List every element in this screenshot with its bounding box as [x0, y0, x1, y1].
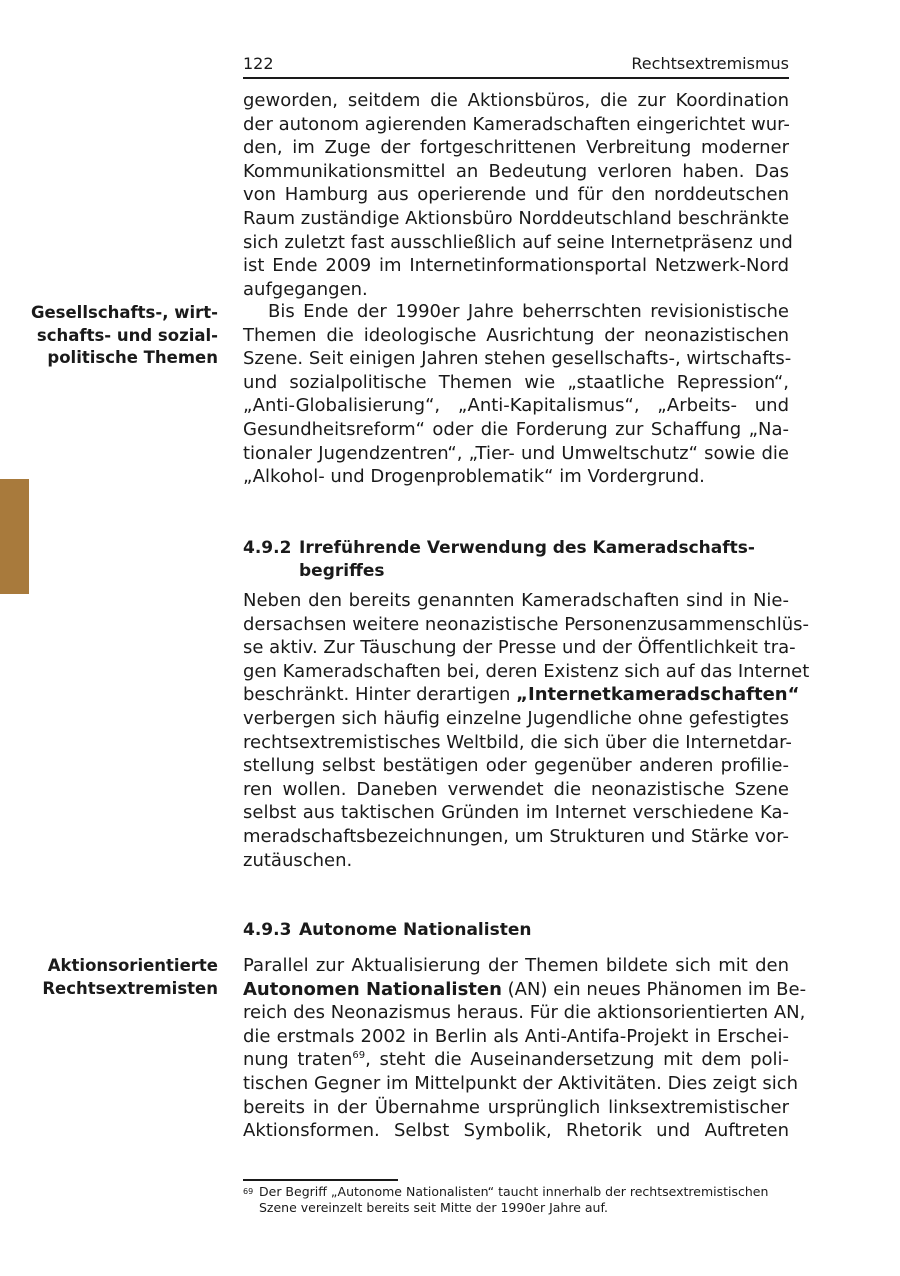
text-run: , steht die Auseinandersetzung mit dem poli- [365, 1049, 789, 1071]
running-title: Rechtsextremismus [631, 54, 789, 73]
text-line: gen Kameradschaften bei, deren Existenz sich auf das Internet [243, 660, 810, 682]
text-line: Parallel zur Aktualisierung der Themen bildete sich mit den [243, 955, 789, 976]
bold-term: Autonomen Nationalisten [243, 978, 502, 1000]
text-line: rechtsextremistisches Weltbild, die sich über die Internetdar- [243, 731, 792, 753]
section-number: 4.9.2 [243, 538, 292, 558]
footnote-line: Szene vereinzelt bereits seit Mitte der 1990er Jahre auf. [259, 1200, 608, 1215]
text-line: der autonom agierenden Kameradschaften eingerichtet wur- [243, 113, 790, 135]
text-line: von Hamburg aus operierende und für den norddeutschen [243, 184, 789, 206]
text-line: den, im Zuge der fortgeschrittenen Verbreitung moderner [243, 137, 789, 159]
text-line: „Anti-Globalisierung“, „Anti-Kapitalismus“, „Arbeits- und [243, 395, 789, 417]
section-number: 4.9.3 [243, 920, 292, 940]
page-number: 122 [243, 54, 274, 73]
paragraph-themes [243, 300, 792, 489]
text-line: zutäuschen. [243, 849, 353, 871]
text-line: Szene. Seit einigen Jahren stehen gesellschafts-, wirtschafts- [243, 348, 792, 370]
text-line [243, 978, 807, 1002]
paragraph-autonomous-nationalists [243, 954, 807, 1143]
footnote-line: Der Begriff „Autonome Nationalisten“ taucht innerhalb der rechtsextremistischen [259, 1184, 769, 1199]
text-line: Aktionsformen. Selbst Symbolik, Rhetorik und Auftreten [243, 1120, 789, 1142]
text-line: dersachsen weitere neonazistische Personenzusammenschlüs- [243, 613, 809, 635]
text-line: Bis Ende der 1990er Jahre beherrschten revisionistische [268, 301, 789, 322]
text-line: bereits in der Übernahme ursprünglich linksextremistischer [243, 1096, 789, 1118]
section-title-line: Irreführende Verwendung des Kameradschafts- [299, 538, 755, 558]
text-line: Themen die ideologische Ausrichtung der neonazistischen [243, 324, 789, 346]
text-line: geworden, seitdem die Aktionsbüros, die zur Koordination [243, 90, 789, 111]
text-line: ren wollen. Daneben verwendet die neonazistische Szene [243, 778, 789, 800]
text-run: nung traten [243, 1049, 353, 1071]
text-line: Raum zuständige Aktionsbüro Norddeutschland beschränkte [243, 207, 790, 229]
section-title: Autonome Nationalisten [299, 920, 532, 940]
text-line: selbst aus taktischen Gründen im Internet verschiedene Ka- [243, 802, 789, 824]
footnote-number: 69 [243, 1187, 254, 1196]
text-line: „Alkohol- und Drogenproblematik“ im Vordergrund. [243, 466, 705, 488]
text-line: ist Ende 2009 im Internetinformationsportal Netzwerk-Nord [243, 255, 789, 277]
text-run: beschränkt. Hinter derartigen [243, 684, 517, 706]
margin-note-action-oriented [42, 955, 218, 1000]
text-line: Gesundheitsreform“ oder die Forderung zur Schaffung „Na- [243, 418, 789, 440]
text-line: tionaler Jugendzentren“, „Tier- und Umweltschutz“ sowie die [243, 442, 789, 464]
section-heading-4-9-3 [243, 919, 531, 942]
footnote-reference[interactable]: 69 [352, 1050, 366, 1062]
section-title-line: begriffes [299, 561, 385, 581]
text-line: Kommunikationsmittel an Bedeutung verloren haben. Das [243, 160, 789, 182]
text-line: stellung selbst bestätigen oder gegenüber anderen profilie- [243, 755, 789, 777]
text-line: sich zuletzt fast ausschließlich auf seine Internetpräsenz und [243, 231, 793, 253]
margin-note-themes [31, 302, 218, 370]
text-line: die erstmals 2002 in Berlin als Anti-Antifa-Projekt in Erschei- [243, 1025, 789, 1047]
paragraph-internet-comradeships [243, 589, 810, 872]
text-run: (AN) ein neues Phänomen im Be- [501, 978, 807, 1000]
margin-note-line: Rechtsextremisten [42, 978, 218, 998]
bold-term: „Internetkameradschaften“ [516, 684, 800, 706]
paragraph-continuation [243, 89, 793, 301]
margin-note-line: politische Themen [47, 348, 218, 367]
text-line: meradschaftsbezeichnungen, um Strukturen und Stärke vor- [243, 825, 789, 847]
text-line: Neben den bereits genannten Kameradschaften sind in Nie- [243, 590, 789, 611]
header-divider [243, 77, 789, 79]
chapter-side-tab [0, 479, 29, 594]
text-line: aufgegangen. [243, 278, 368, 300]
footnote [243, 1184, 803, 1216]
text-line: reich des Neonazismus heraus. Für die aktionsorientierten AN, [243, 1002, 806, 1024]
section-heading-4-9-2 [243, 537, 755, 583]
text-line: tischen Gegner im Mittelpunkt der Aktivitäten. Dies zeigt sich [243, 1072, 799, 1094]
margin-note-line: schafts- und sozial- [36, 325, 218, 345]
margin-note-line: Gesellschafts-, wirt- [30, 303, 218, 322]
text-line: se aktiv. Zur Täuschung der Presse und der Öffentlichkeit tra- [243, 637, 796, 659]
text-line: und sozialpolitische Themen wie „staatliche Repression“, [243, 371, 789, 393]
text-line: verbergen sich häufig einzelne Jugendliche ohne gefestigtes [243, 707, 789, 729]
text-line [243, 683, 800, 707]
margin-note-line: Aktionsorientierte [47, 956, 218, 975]
footnote-divider [243, 1179, 398, 1181]
text-line [243, 1048, 789, 1072]
